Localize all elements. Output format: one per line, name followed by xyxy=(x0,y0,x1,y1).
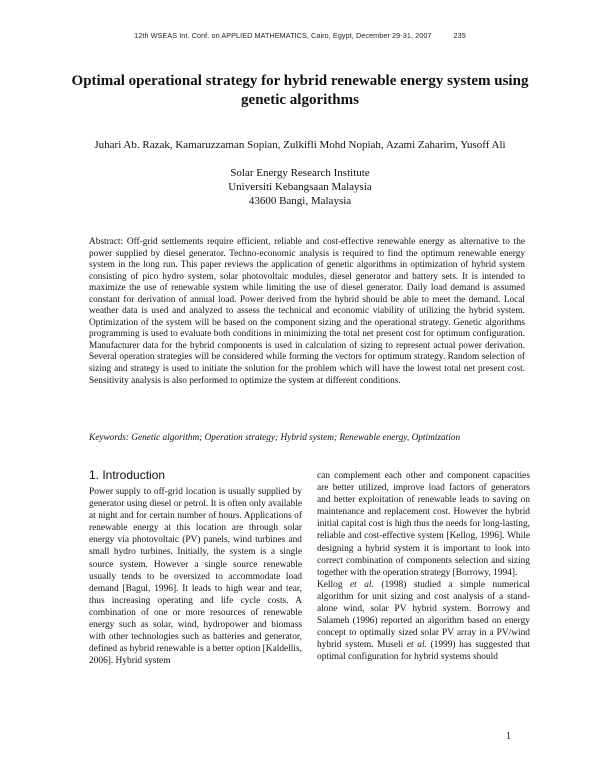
running-header xyxy=(0,31,600,40)
affiliation xyxy=(80,166,520,208)
text-run: (1998) studied a simple numerical algorithm for unit sizing and cost analysis of a stand-alone wind, solar PV hybrid system. Borrowy and Salameh (1996) reported an algorithm based on energy concept to optimally sized solar PV array in a PV/wind hybrid system. Museli xyxy=(317,579,530,651)
affiliation-university: Universiti Kebangsaan Malaysia xyxy=(228,181,372,193)
paper-title: Optimal operational strategy for hybrid renewable energy system using genetic algorithms xyxy=(71,73,529,108)
et-al-italic: et al. xyxy=(350,579,374,590)
author-list: Juhari Ab. Razak, Kamaruzzaman Sopian, Zulkifli Mohd Nopiah, Azami Zaharim, Yusoff Ali xyxy=(94,139,506,151)
text-run: Kellog xyxy=(317,579,350,590)
text-run: (1999) has suggested that optimal configuration for hybrid systems should xyxy=(317,640,530,663)
affiliation-institute: Solar Energy Research Institute xyxy=(230,167,370,179)
intro-paragraph-right-2 xyxy=(317,579,530,664)
intro-paragraph-right-1: can complement each other and component capacities are better utilized, improve load factors of generators and better exploitation of renewable leads to saving on maintenance and replacement cost. However the hybrid initial capital cost is high thus the needs for long-lasting, reliable and cost-effective system [Kellog, 1996]. While designing a hybrid system it is important to look into correct combination of components selection and sizing together with the operation strategy [Borrowy, 1994]. xyxy=(317,471,530,578)
affiliation-address: 43600 Bangi, Malaysia xyxy=(248,195,352,207)
intro-paragraph-left: Power supply to off-grid location is usually supplied by generator using diesel or petrol. It is often only available at night and for certain number of hours. Applications of renewable energy at this location are through solar energy via photovoltaic (PV) panels, wind turbines and small hydro turbines. Initially, the system is a single source system. However a single source renewable usually tends to be oversized to accommodate load demand [Bagul, 1996]. It leads to high wear and tear, thus increasing operating and life cycle costs. A combination of one or more resources of renewable energy such as solar, wind, hydropower and biomass with other technologies such as batteries and generator, defined as hybrid renewable is a better option [Kaldellis, 2006]. Hybrid system xyxy=(89,487,302,667)
right-column xyxy=(317,470,530,664)
left-column xyxy=(89,486,302,667)
footer-page-number: 1 xyxy=(506,731,511,742)
keywords: Keywords: Genetic algorithm; Operation strategy; Hybrid system; Renewable energy, Optimization xyxy=(89,433,461,443)
section-heading-introduction: 1. Introduction xyxy=(89,468,166,482)
conference-name: 12th WSEAS Int. Conf. on APPLIED MATHEMATICS, Cairo, Egypt, December 29-31, 2007 xyxy=(134,31,432,40)
header-page-number: 235 xyxy=(453,31,466,40)
et-al-italic: et al. xyxy=(406,640,427,651)
abstract: Abstract: Off-grid settlements require efficient, reliable and cost-effective renewable energy as alternative to the power supplied by diesel generator. Techno-economic analysis is required to find the optimum renewable energy system in the long run. This paper reviews the application of genetic algorithms in optimization of hybrid system consisting of pico hydro system, solar photovoltaic modules, diesel generator and battery sets. It is intended to maximize the use of renewable system while limiting the use of diesel generator. Daily load demand is assumed constant for derivation of annual load. Power derived from the hybrid should be able to meet the demand. Local weather data is used and analyzed to assess the technical and economic viability of utilizing the hybrid system. Optimization of the system will be based on the component sizing and the operational strategy. Genetic algorithms programming is used to evaluate both conditions in minimizing the total net present cost for optimum configuration. Manufacturer data for the hybrid components is used in calculation of sizing to represent actual power derivation. Several operation strategies will be considered while forming the vectors for optimum strategy. Random selection of sizing and strategy is used to initiate the solution for the problem which will have the lowest total net present cost. Sensitivity analysis is also performed to optimize the system at different conditions. xyxy=(89,237,525,386)
